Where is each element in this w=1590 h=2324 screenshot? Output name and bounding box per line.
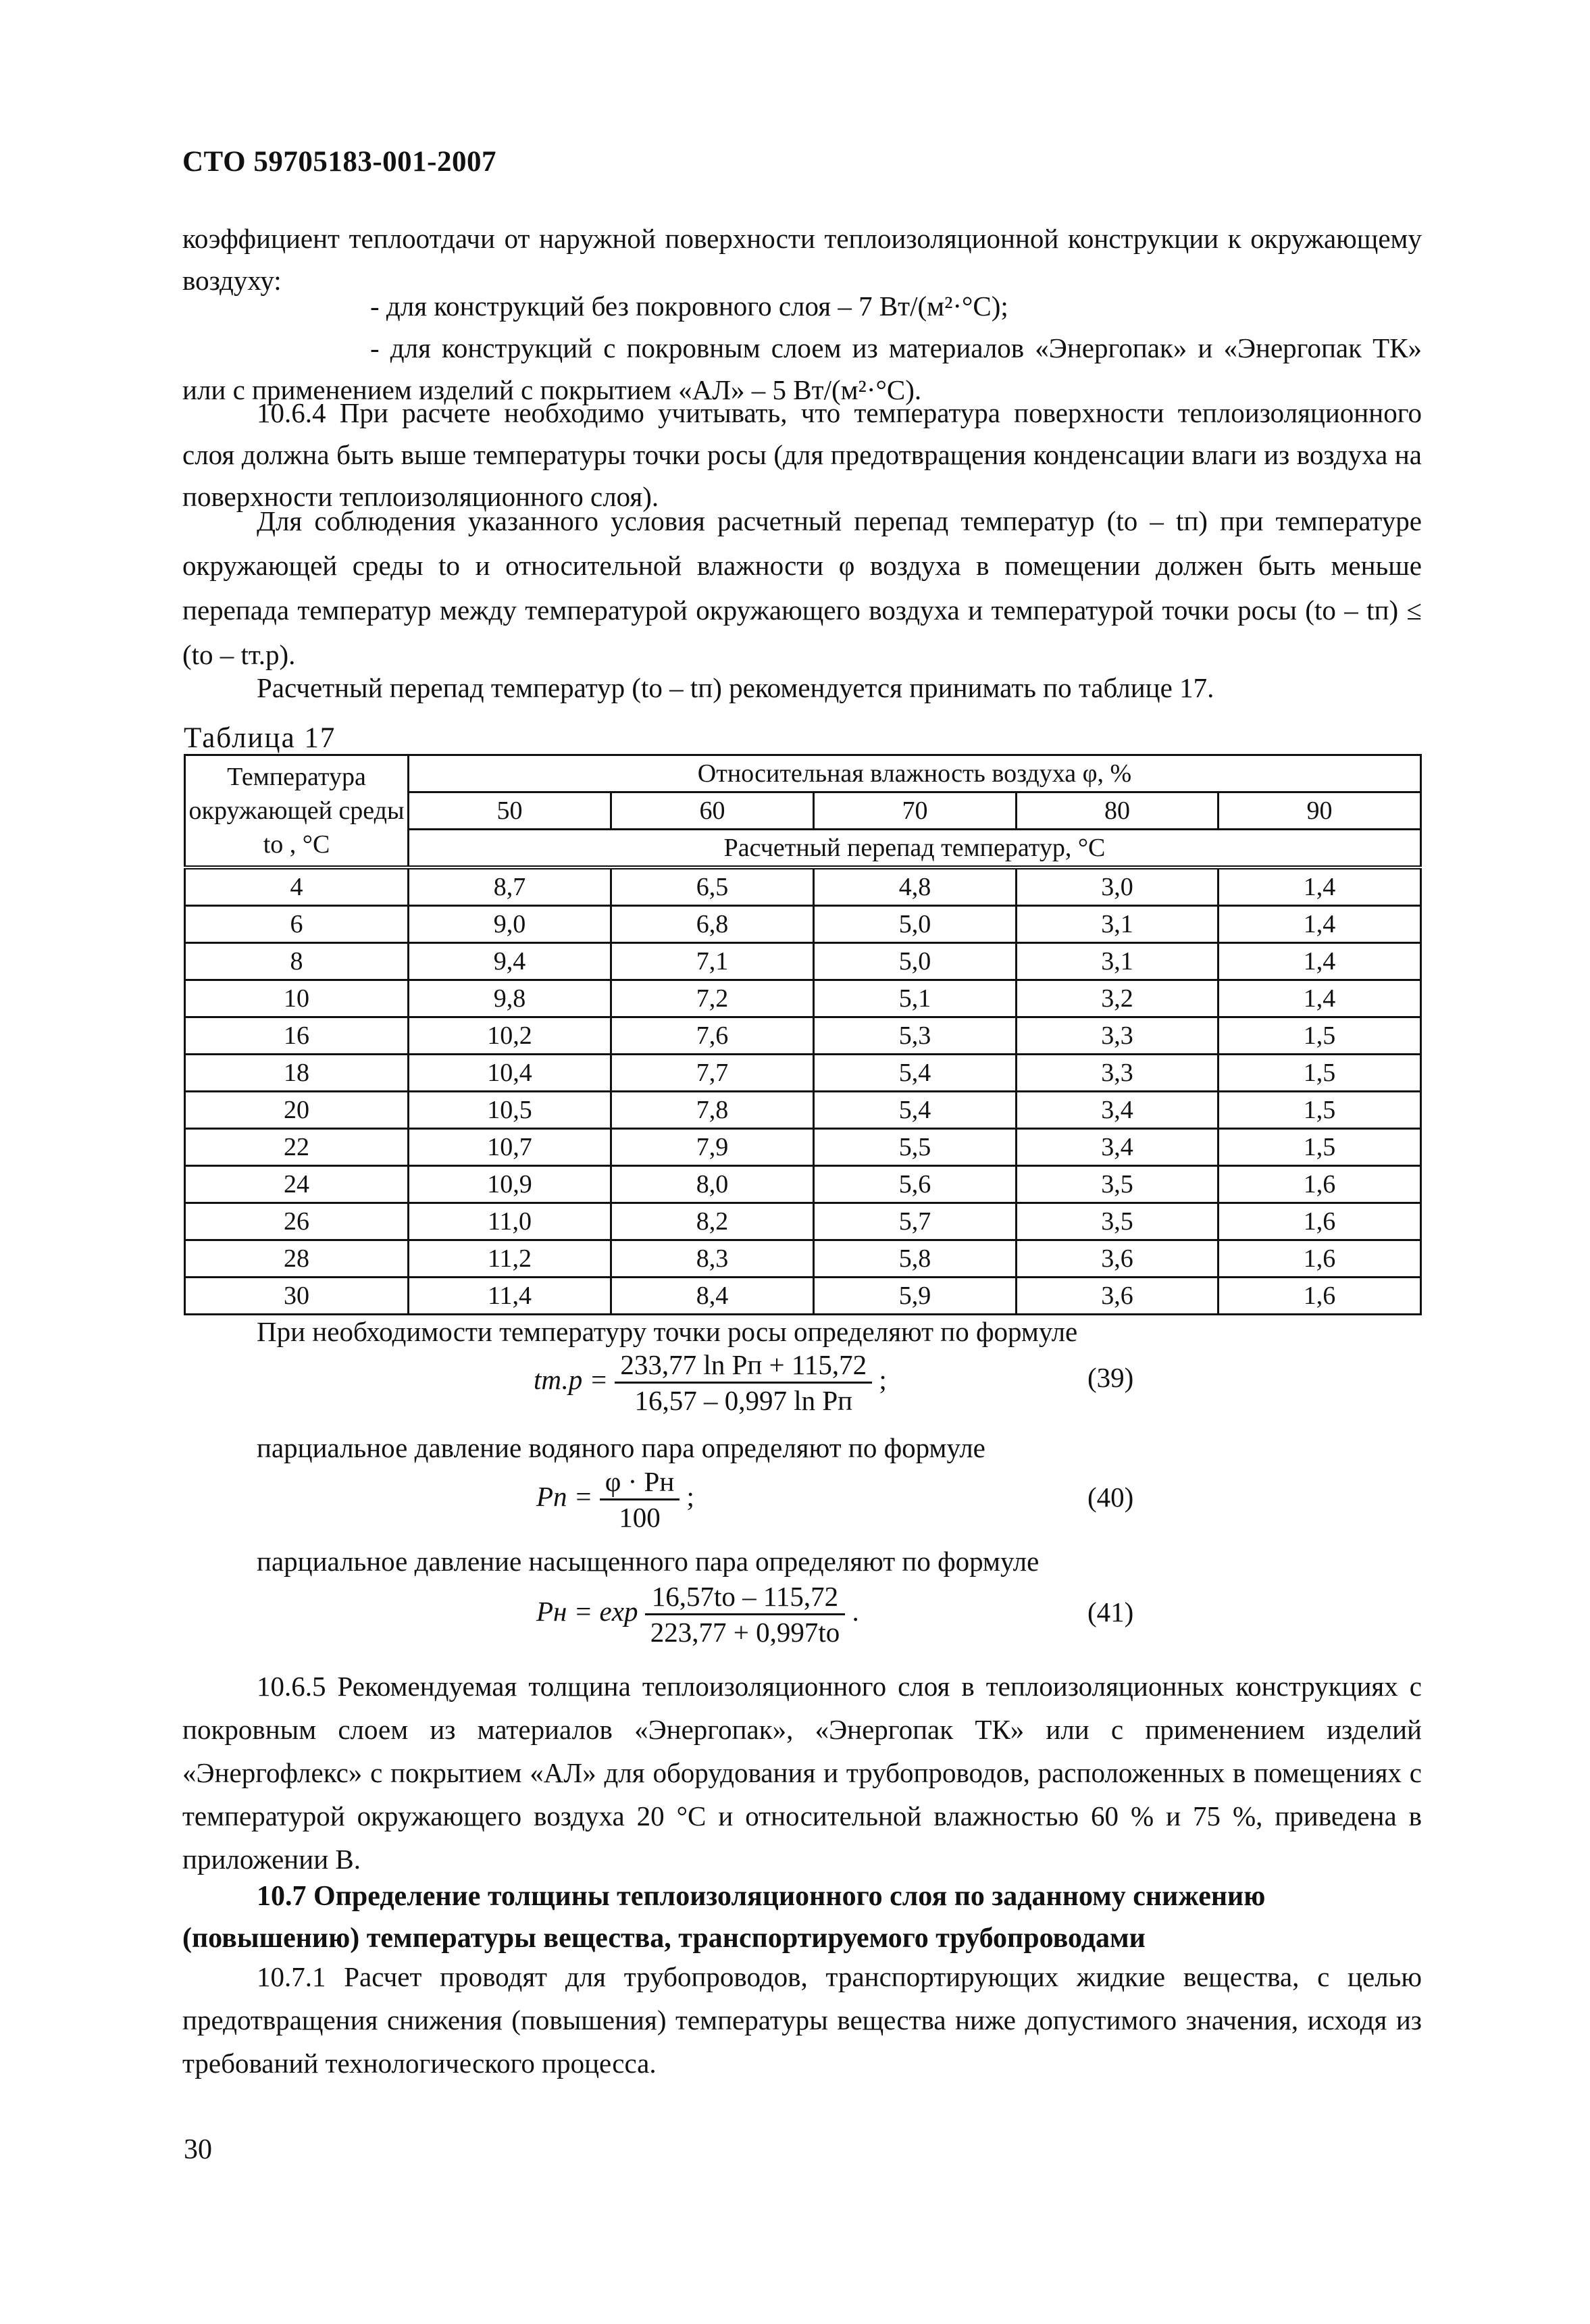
- table-cell-temperature: 30: [185, 1278, 409, 1315]
- table-cell-value: 1,4: [1219, 943, 1421, 980]
- table-row: [185, 943, 1421, 980]
- table-cell-value: 3,2: [1017, 980, 1219, 1017]
- list-item-no-cover: - для конструкций без покровного слоя – 7 Вт/(м²·°С);: [370, 290, 1008, 322]
- table-cell-value: 11,0: [409, 1203, 611, 1240]
- table-cell-value: 5,8: [814, 1240, 1017, 1278]
- table-cell-value: 5,5: [814, 1129, 1017, 1166]
- table-cell-value: 3,1: [1017, 943, 1219, 980]
- table-cell-value: 7,9: [611, 1129, 814, 1166]
- formula-39-lhs: tт.р =: [534, 1363, 609, 1395]
- table-cell-value: 3,4: [1017, 1092, 1219, 1129]
- table-cell-value: 5,3: [814, 1017, 1017, 1055]
- table-cell-value: 8,7: [409, 867, 611, 906]
- paragraph-heat-transfer-coefficient: коэффициент теплоотдачи от наружной поверхности теплоизоляционной конструкции к окружающему воздуху:: [182, 223, 1422, 296]
- formula-39: [534, 1348, 887, 1417]
- table-cell-temperature: 26: [185, 1203, 409, 1240]
- formula-39-number: (39): [1087, 1362, 1134, 1393]
- table-cell-value: 3,3: [1017, 1017, 1219, 1055]
- table-cell-value: 1,6: [1219, 1166, 1421, 1203]
- table-cell-value: 10,7: [409, 1129, 611, 1166]
- table-row: [185, 1278, 1421, 1315]
- table-cell-value: 7,2: [611, 980, 814, 1017]
- table-cell-temperature: 20: [185, 1092, 409, 1129]
- paragraph-10-7-1: 10.7.1 Расчет проводят для трубопроводов, транспортирующих жидкие вещества, с целью предотвращения снижения (повышения) температуры вещества ниже допустимого значения, исходя из требований технологического процесса.: [182, 1961, 1422, 2079]
- table-row: [185, 1203, 1421, 1240]
- table-cell-temperature: 8: [185, 943, 409, 980]
- table-cell-value: 5,1: [814, 980, 1017, 1017]
- table-row: [185, 1129, 1421, 1166]
- table-header-humidity: Относительная влажность воздуха φ, %: [409, 755, 1421, 792]
- table-cell-value: 5,7: [814, 1203, 1017, 1240]
- formula-40-denominator: 100: [619, 1502, 661, 1533]
- table-cell-value: 8,4: [611, 1278, 814, 1315]
- table-cell-value: 5,4: [814, 1092, 1017, 1129]
- paragraph-10-6-4: 10.6.4 При расчете необходимо учитывать, что температура поверхности теплоизоляционного слоя должна быть выше температуры точки росы (для предотвращения конденсации влаги из воздуха на поверхности теплоизоляционного слоя).: [182, 397, 1422, 512]
- table-cell-value: 6,8: [611, 906, 814, 943]
- paragraph-10-6-5: 10.6.5 Рекомендуемая толщина теплоизоляционного слоя в теплоизоляционных конструкциях с покровным слоем из материалов «Энергопак», «Энергопак ТК» или с применением изделий «Энергофлекс» с покрытием «АЛ» для оборудования и трубопроводов, расположенных в помещениях с температурой окружающего воздуха 20 °С и относительной влажностью 60 % и 75 %, приведена в приложении В.: [182, 1671, 1422, 1875]
- table-cell-value: 3,6: [1017, 1278, 1219, 1315]
- table-cell-value: 1,6: [1219, 1240, 1421, 1278]
- table-cell-temperature: 10: [185, 980, 409, 1017]
- table-cell-value: 7,8: [611, 1092, 814, 1129]
- table-cell-value: 10,9: [409, 1166, 611, 1203]
- table-row: [185, 906, 1421, 943]
- table-cell-value: 3,1: [1017, 906, 1219, 943]
- formula-40-tail: ;: [686, 1480, 694, 1512]
- table-cell-value: 3,4: [1017, 1129, 1219, 1166]
- table-cell-value: 3,6: [1017, 1240, 1219, 1278]
- table-cell-value: 7,6: [611, 1017, 814, 1055]
- section-heading-10-7: 10.7 Определение толщины теплоизоляционного слоя по заданному снижению (повышению) температуры вещества, транспортируемого трубопроводами: [182, 1881, 1266, 1954]
- table-cell-temperature: 16: [185, 1017, 409, 1055]
- table-header-temperature: Температура окружающей среды tо , °С: [185, 755, 409, 868]
- table-cell-value: 3,0: [1017, 867, 1219, 906]
- table-cell-value: 9,0: [409, 906, 611, 943]
- table-cell-value: 6,5: [611, 867, 814, 906]
- paragraph-dew-point-condition: Для соблюдения указанного условия расчетный перепад температур (tо – tп) при температуре окружающей среды tо и относительной влажности φ воздуха в помещении должен быть меньше перепада температур между температурой окружающего воздуха и температурой точки росы (tо – tп) ≤ (tо – tт.р).: [182, 505, 1422, 670]
- formula-41-tail: .: [852, 1595, 859, 1627]
- table-cell-value: 8,0: [611, 1166, 814, 1203]
- table-caption: Таблица 17: [184, 722, 336, 754]
- table-cell-temperature: 24: [185, 1166, 409, 1203]
- table-row: [185, 1166, 1421, 1203]
- formula-41-fraction: [645, 1580, 846, 1649]
- table-row: [185, 867, 1421, 906]
- table-cell-value: 7,7: [611, 1055, 814, 1092]
- humidity-80: 80: [1017, 792, 1219, 830]
- table-cell-value: 3,3: [1017, 1055, 1219, 1092]
- table-cell-value: 5,6: [814, 1166, 1017, 1203]
- table-cell-value: 3,5: [1017, 1166, 1219, 1203]
- table-cell-value: 5,9: [814, 1278, 1017, 1315]
- table-row: [185, 980, 1421, 1017]
- table-row: [185, 1055, 1421, 1092]
- formula-40-lhs: Pп =: [536, 1480, 593, 1512]
- table-cell-temperature: 6: [185, 906, 409, 943]
- table-cell-temperature: 22: [185, 1129, 409, 1166]
- table-cell-value: 1,4: [1219, 980, 1421, 1017]
- table-cell-value: 5,0: [814, 906, 1017, 943]
- formula-40-fraction: [600, 1465, 680, 1534]
- table-cell-value: 1,6: [1219, 1203, 1421, 1240]
- table-cell-value: 10,4: [409, 1055, 611, 1092]
- table-cell-value: 9,4: [409, 943, 611, 980]
- table-cell-value: 1,5: [1219, 1092, 1421, 1129]
- table-subheader: Расчетный перепад температур, °С: [409, 830, 1421, 868]
- formula-41-numerator: 16,57tо – 115,72: [645, 1580, 846, 1615]
- table-cell-value: 8,2: [611, 1203, 814, 1240]
- humidity-70: 70: [814, 792, 1017, 830]
- table-cell-value: 5,4: [814, 1055, 1017, 1092]
- table-cell-temperature: 18: [185, 1055, 409, 1092]
- table-row: [185, 1092, 1421, 1129]
- table-cell-value: 5,0: [814, 943, 1017, 980]
- paragraph-table-reference: Расчетный перепад температур (tо – tп) рекомендуется принимать по таблице 17.: [257, 672, 1214, 703]
- document-header: СТО 59705183-001-2007: [182, 146, 497, 178]
- table-cell-value: 8,3: [611, 1240, 814, 1278]
- table-cell-value: 3,5: [1017, 1203, 1219, 1240]
- formula-39-numerator: 233,77 ln Pп + 115,72: [615, 1348, 872, 1384]
- table-cell-value: 4,8: [814, 867, 1017, 906]
- table-cell-value: 11,2: [409, 1240, 611, 1278]
- table-cell-value: 10,2: [409, 1017, 611, 1055]
- table-cell-temperature: 4: [185, 867, 409, 906]
- formula-39-fraction: [615, 1348, 872, 1417]
- table-cell-value: 1,5: [1219, 1017, 1421, 1055]
- list-item-with-cover: - для конструкций с покровным слоем из материалов «Энергопак» и «Энергопак ТК» или с применением изделий с покрытием «АЛ» – 5 Вт/(м²·°С).: [182, 332, 1422, 405]
- table-cell-value: 1,4: [1219, 867, 1421, 906]
- humidity-50: 50: [409, 792, 611, 830]
- formula-41-denominator: 223,77 + 0,997tо: [650, 1617, 840, 1648]
- table-cell-value: 1,5: [1219, 1129, 1421, 1166]
- paragraph-dew-point-formula: При необходимости температуру точки росы определяют по формуле: [257, 1316, 1078, 1347]
- humidity-90: 90: [1219, 792, 1421, 830]
- formula-40: [536, 1465, 694, 1534]
- formula-41: [536, 1580, 859, 1649]
- formula-40-number: (40): [1087, 1482, 1134, 1513]
- formula-39-denominator: 16,57 – 0,997 ln Pп: [634, 1385, 853, 1416]
- table-row: [185, 1240, 1421, 1278]
- table-header-row: [185, 755, 1421, 792]
- formula-40-numerator: φ · Pн: [600, 1465, 680, 1500]
- paragraph-saturated-pressure: парциальное давление насыщенного пара определяют по формуле: [257, 1546, 1040, 1577]
- table-cell-value: 1,4: [1219, 906, 1421, 943]
- paragraph-partial-pressure: парциальное давление водяного пара определяют по формуле: [257, 1432, 985, 1463]
- formula-41-lhs: Pн = exp: [536, 1595, 638, 1627]
- humidity-60: 60: [611, 792, 814, 830]
- table-cell-value: 7,1: [611, 943, 814, 980]
- table-17: [184, 754, 1422, 1315]
- table-cell-value: 11,4: [409, 1278, 611, 1315]
- formula-39-tail: ;: [879, 1363, 887, 1395]
- formula-41-number: (41): [1087, 1596, 1134, 1627]
- page-number: 30: [184, 2134, 212, 2165]
- table-cell-value: 10,5: [409, 1092, 611, 1129]
- table-cell-value: 1,6: [1219, 1278, 1421, 1315]
- table-cell-temperature: 28: [185, 1240, 409, 1278]
- table-cell-value: 1,5: [1219, 1055, 1421, 1092]
- table-cell-value: 9,8: [409, 980, 611, 1017]
- table-row: [185, 1017, 1421, 1055]
